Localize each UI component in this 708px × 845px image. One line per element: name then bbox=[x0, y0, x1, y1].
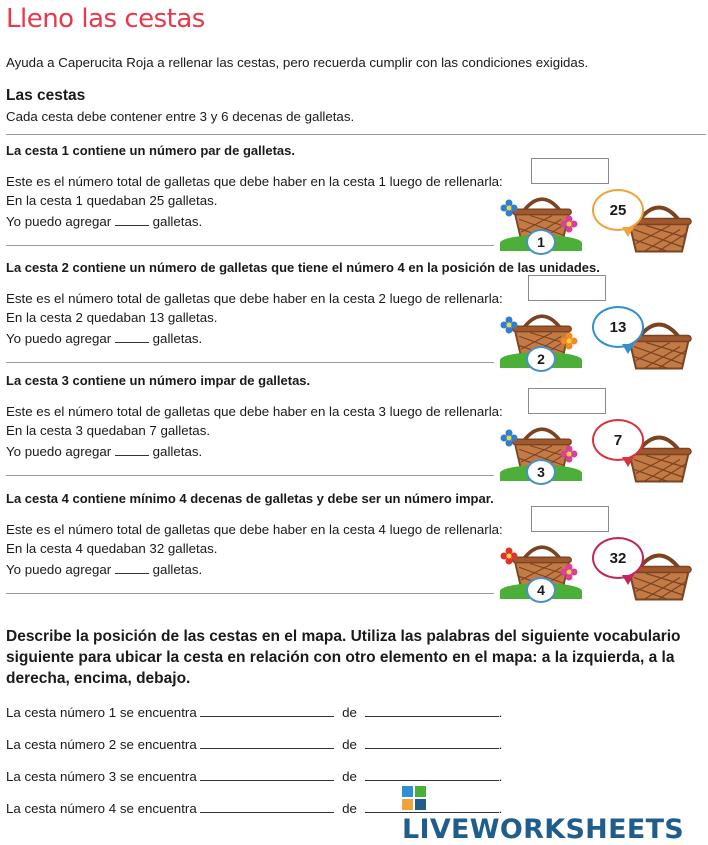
add-suffix: galletas. bbox=[152, 444, 203, 459]
position-blank-2[interactable] bbox=[365, 768, 499, 781]
section-title: Las cestas bbox=[6, 87, 86, 104]
position-prefix: La cesta número 3 se encuentra bbox=[6, 769, 197, 784]
total-input[interactable] bbox=[528, 388, 606, 414]
position-end: . bbox=[498, 705, 503, 720]
flower-icon bbox=[560, 563, 578, 581]
position-blank-1[interactable] bbox=[200, 768, 334, 781]
intro-text: Ayuda a Caperucita Roja a rellenar las cestas, pero recuerda cumplir con las condiciones exigidas. bbox=[6, 55, 589, 70]
flower-icon bbox=[500, 429, 518, 447]
basket-heading: La cesta 3 contiene un número impar de galletas. bbox=[6, 373, 311, 388]
add-suffix: galletas. bbox=[152, 214, 203, 229]
add-prefix: Yo puedo agregar bbox=[6, 214, 112, 229]
divider bbox=[6, 475, 494, 476]
position-line-3 bbox=[6, 768, 502, 784]
add-line bbox=[6, 561, 202, 577]
count-bubble: 32 bbox=[592, 537, 644, 579]
position-blank-2[interactable] bbox=[365, 704, 499, 717]
position-line-1 bbox=[6, 704, 502, 720]
bubble-tail bbox=[622, 457, 634, 467]
flower-icon bbox=[500, 316, 518, 334]
liveworksheets-logo-icon bbox=[402, 786, 426, 810]
add-prefix: Yo puedo agregar bbox=[6, 331, 112, 346]
total-text: Este es el número total de galletas que debe haber en la cesta 2 luego de rellenarla: bbox=[6, 291, 503, 306]
add-blank[interactable] bbox=[115, 443, 149, 456]
flower-icon bbox=[500, 547, 518, 565]
divider bbox=[6, 245, 494, 246]
flower-icon bbox=[500, 199, 518, 217]
total-text: Este es el número total de galletas que debe haber en la cesta 4 luego de rellenarla: bbox=[6, 522, 503, 537]
position-end: . bbox=[498, 801, 503, 816]
add-blank[interactable] bbox=[115, 561, 149, 574]
add-prefix: Yo puedo agregar bbox=[6, 562, 112, 577]
flower-icon bbox=[560, 445, 578, 463]
add-line bbox=[6, 330, 202, 346]
remaining-text: En la cesta 4 quedaban 32 galletas. bbox=[6, 541, 218, 556]
basket-number: 1 bbox=[526, 229, 556, 255]
position-prefix: La cesta número 4 se encuentra bbox=[6, 801, 197, 816]
liveworksheets-watermark bbox=[402, 783, 708, 845]
basket-number: 3 bbox=[526, 459, 556, 485]
position-blank-1[interactable] bbox=[200, 704, 334, 717]
divider bbox=[6, 134, 706, 135]
basket-heading: La cesta 2 contiene un número de galletas que tiene el número 4 en la posición de las unidades. bbox=[6, 260, 600, 275]
position-blank-2[interactable] bbox=[365, 736, 499, 749]
flower-icon bbox=[560, 332, 578, 350]
position-line-2 bbox=[6, 736, 502, 752]
describe-instructions: Describe la posición de las cestas en el mapa. Utiliza las palabras del siguiente vocabulario siguiente para ubicar la cesta en relación con otro elemento en el mapa: a la izquierda, a la derecha, encima, debajo. bbox=[6, 628, 681, 687]
total-text: Este es el número total de galletas que debe haber en la cesta 3 luego de rellenarla: bbox=[6, 404, 503, 419]
remaining-text: En la cesta 3 quedaban 7 galletas. bbox=[6, 423, 211, 438]
basket-heading: La cesta 1 contiene un número par de galletas. bbox=[6, 143, 295, 158]
add-line bbox=[6, 443, 202, 459]
position-prefix: La cesta número 2 se encuentra bbox=[6, 737, 197, 752]
remaining-text: En la cesta 1 quedaban 25 galletas. bbox=[6, 193, 218, 208]
divider bbox=[6, 362, 494, 363]
total-text: Este es el número total de galletas que debe haber en la cesta 1 luego de rellenarla: bbox=[6, 174, 503, 189]
basket-heading: La cesta 4 contiene mínimo 4 decenas de galletas y debe ser un número impar. bbox=[6, 491, 494, 506]
position-mid: de bbox=[342, 705, 357, 720]
position-blank-1[interactable] bbox=[200, 800, 334, 813]
total-input[interactable] bbox=[531, 158, 609, 184]
add-blank[interactable] bbox=[115, 330, 149, 343]
position-mid: de bbox=[342, 801, 357, 816]
worksheet-title: Lleno las cestas bbox=[6, 4, 205, 34]
total-input[interactable] bbox=[528, 275, 606, 301]
bubble-tail bbox=[622, 575, 634, 585]
position-end: . bbox=[498, 737, 503, 752]
add-suffix: galletas. bbox=[152, 331, 203, 346]
position-mid: de bbox=[342, 769, 357, 784]
bubble-tail bbox=[622, 344, 634, 354]
count-bubble: 25 bbox=[592, 189, 644, 231]
add-prefix: Yo puedo agregar bbox=[6, 444, 112, 459]
add-suffix: galletas. bbox=[152, 562, 203, 577]
flower-icon bbox=[560, 215, 578, 233]
section-subtitle: Cada cesta debe contener entre 3 y 6 decenas de galletas. bbox=[6, 109, 355, 124]
total-input[interactable] bbox=[531, 506, 609, 532]
add-blank[interactable] bbox=[115, 213, 149, 226]
position-end: . bbox=[498, 769, 503, 784]
basket-number: 4 bbox=[526, 577, 556, 603]
add-line bbox=[6, 213, 202, 229]
count-bubble: 13 bbox=[592, 306, 644, 348]
position-prefix: La cesta número 1 se encuentra bbox=[6, 705, 197, 720]
watermark-text: LIVEWORKSHEETS bbox=[402, 814, 685, 845]
count-bubble: 7 bbox=[592, 419, 644, 461]
bubble-tail bbox=[622, 227, 634, 237]
remaining-text: En la cesta 2 quedaban 13 galletas. bbox=[6, 310, 218, 325]
basket-number: 2 bbox=[526, 346, 556, 372]
divider bbox=[6, 593, 494, 594]
position-mid: de bbox=[342, 737, 357, 752]
position-blank-1[interactable] bbox=[200, 736, 334, 749]
